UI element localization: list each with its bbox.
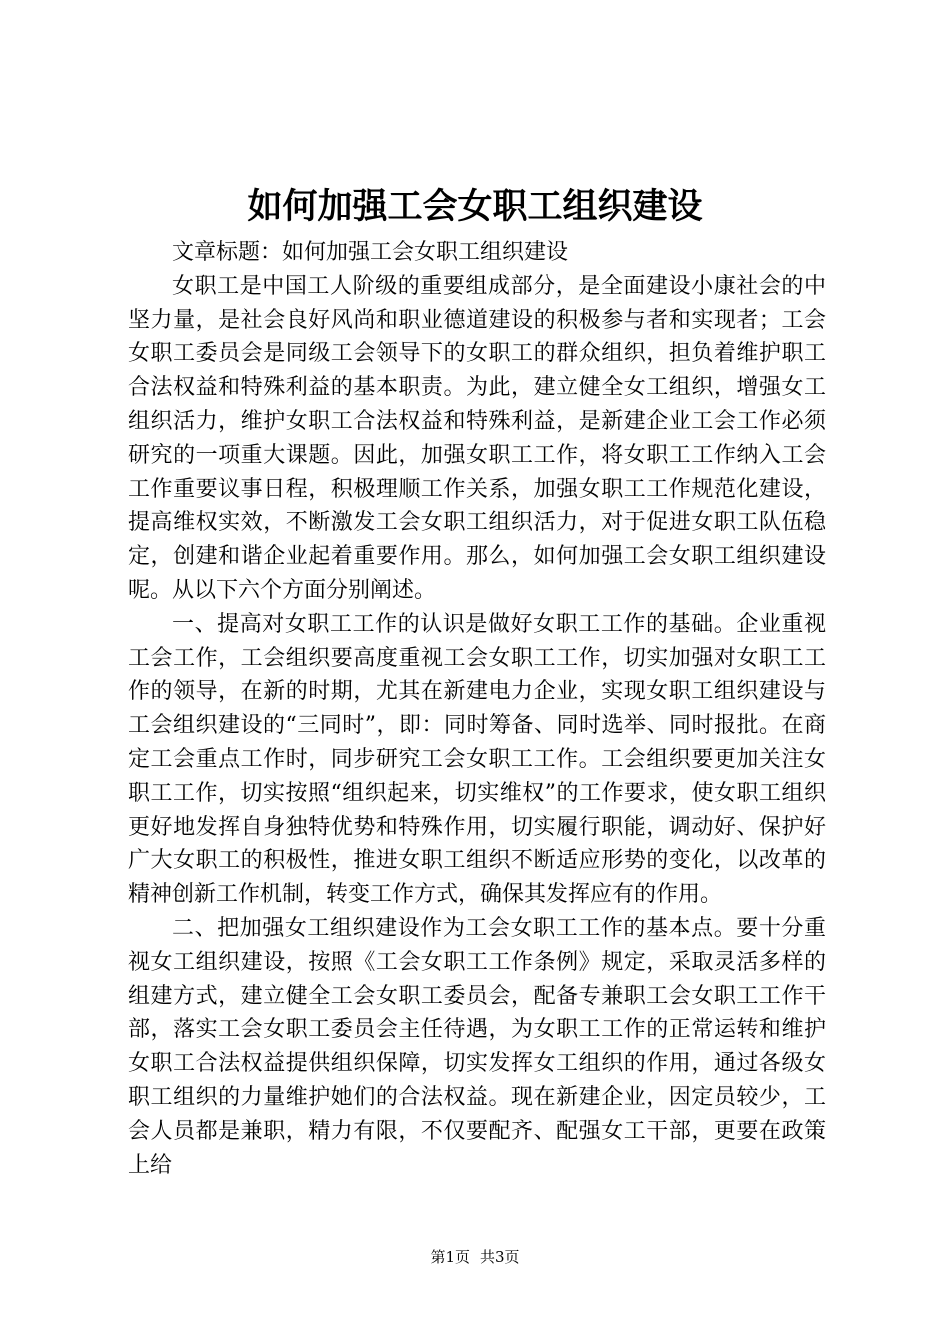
paragraph-intro: 女职工是中国工人阶级的重要组成部分，是全面建设小康社会的中坚力量，是社会良好风尚和职业德道建设的积极参与者和实现者；工会女职工委员会是同级工会领导下的女职工的群众组织，担负着维护职工合法权益和特殊利益的基本职责。为此，建立健全女工组织，增强女工组织活力，维护女职工合法权益和特殊利益，是新建企业工会工作必须研究的一项重大课题。因此，加强女职工工作，将女职工工作纳入工会工作重要议事日程，积极理顺工作关系，加强女职工工作规范化建设，提高维权实效，不断激发工会女职工组织活力，对于促进女职工队伍稳定，创建和谐企业起着重要作用。那么，如何加强工会女职工组织建设呢。从以下六个方面分别阐述。 bbox=[128, 273, 826, 603]
paragraph-section-1: 一、提高对女职工工作的认识是做好女职工工作的基础。企业重视工会工作，工会组织要高度重视工会女职工工作，切实加强对女职工工作的领导，在新的时期，尤其在新建电力企业，实现女职工组织建设与工会组织建设的“三同时”，即：同时筹备、同时选举、同时报批。在商定工会重点工作时，同步研究工会女职工工作。工会组织要更加关注女职工工作，切实按照“组织起来，切实维权”的工作要求，使女职工组织更好地发挥自身独特优势和特殊作用，切实履行职能，调动好、保护好广大女职工的积极性，推进女职工组织不断适应形势的变化，以改革的精神创新工作机制，转变工作方式，确保其发挥应有的作用。 bbox=[128, 611, 826, 908]
page-footer bbox=[0, 1246, 950, 1267]
page-total: 共3页 bbox=[480, 1248, 520, 1266]
paragraph-section-2: 二、把加强女工组织建设作为工会女职工工作的基本点。要十分重视女工组织建设，按照《工会女职工工作条例》规定，采取灵活多样的组建方式，建立健全工会女职工委员会，配备专兼职工会女职工工作干部，落实工会女职工委员会主任待遇，为女职工工作的正常运转和维护女职工合法权益提供组织保障，切实发挥女工组织的作用，通过各级女职工组织的力量维护她们的合法权益。现在新建企业，因定员较少，工会人员都是兼职，精力有限，不仅要配齐、配强女工干部，更要在政策上给 bbox=[128, 915, 826, 1178]
document-title: 如何加强工会女职工组织建设 bbox=[247, 186, 703, 227]
article-title-line: 文章标题：如何加强工会女职工组织建设 bbox=[172, 240, 569, 265]
document-body bbox=[128, 236, 826, 1182]
page-number: 第1页 bbox=[430, 1248, 470, 1266]
